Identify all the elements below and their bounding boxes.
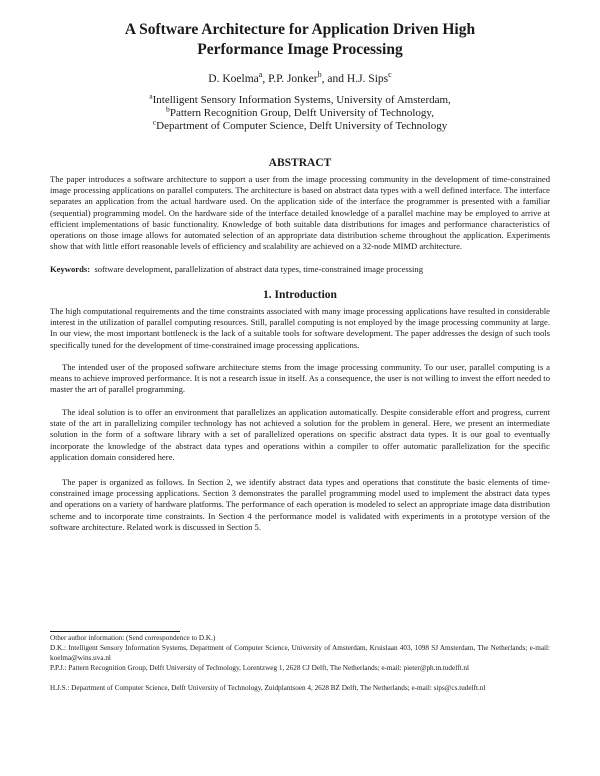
affiliation-text: Intelligent Sensory Information Systems, University of Amsterdam,: [152, 94, 451, 106]
affiliation-mark: b: [317, 70, 322, 80]
footnote: P.P.J.: Pattern Recognition Group, Delft University of Technology, Lorentzweg 1, 2628 CJ Delft, The Netherlands; e-mail: pieter@ph.tn.tudelft.nl: [50, 664, 469, 672]
affiliation-text: Department of Computer Science, Delft University of Technology: [156, 120, 448, 132]
author-name: P.P. Jonker: [268, 73, 318, 85]
abstract-text: The paper introduces a software architecture to support a user from the image processing community in the development of time-constrained image processing applications on parallel computers. The architecture is based on abstract data types with a well defined interface. The interface separates an application from the actual hardware used. On the application side of the interface the programmer is presented with a familiar (sequential) programming model. On the hardware side of the interface detailed knowledge of a parallel machine may be employed to arrive at efficient implementations of basic functionality. Knowledge of both suitable data distributions for images and performance characteristics of operations on those image allows for automated selection of an appropriate data distribution scheme throughout the application. Experiments show that with little effort reasonable levels of efficiency and scalability are achieved on a 32-node MIMD architecture.: [50, 174, 550, 252]
section-heading: 1. Introduction: [263, 289, 337, 301]
author-separator: , and: [321, 73, 347, 85]
affiliation-mark: c: [388, 70, 392, 80]
affiliation-mark: c: [152, 117, 157, 127]
affiliation: [60, 91, 540, 107]
title-line-2: Performance Image Processing: [197, 41, 403, 58]
footnote-rule: [50, 631, 180, 632]
footnote: Other author information: (Send correspondence to D.K.): [50, 634, 216, 642]
body-paragraph: The high computational requirements and the time constraints associated with many image processing applications have resulted in considerable interest in the utilization of parallel computing resources. Still, parallel computing is not employed by the image processing community at large. In our view, the most important bottleneck is the lack of a suitable tools for software development. The paper addresses the design of such tools specifically tuned for the development of time-constrained image processing applications.: [50, 306, 550, 350]
author-name: D. Koelma: [208, 73, 259, 85]
abstract-heading: ABSTRACT: [268, 157, 332, 169]
affiliation: [60, 104, 540, 120]
author-list: [40, 72, 560, 86]
keywords-text: software development, parallelization of abstract data types, time-constrained image processing: [94, 264, 423, 274]
title-line-1: A Software Architecture for Application Driven High: [124, 21, 476, 38]
affiliation: [60, 117, 540, 133]
affiliation-mark: a: [149, 91, 153, 101]
affiliation-mark: a: [258, 70, 263, 80]
affiliation-list: [60, 91, 540, 133]
affiliation-mark: b: [166, 104, 170, 114]
body-paragraph: The paper is organized as follows. In Section 2, we identify abstract data types and operations that constitute the basic elements of time-constrained image processing applications. Section 3 demonstrates the parallel programming model used to implement the abstract data types and operations on a variety of hardware platforms. The performance of each operation is modeled to select an appropriate image data distribution scheme and to incorporate time constraints. In Section 4 the performance model is validated with experiments in a prototype version of the software architecture. Related work is discussed in Section 5.: [50, 477, 550, 532]
author-separator: ,: [262, 73, 269, 85]
keywords-label: Keywords:: [50, 264, 91, 274]
affiliation-text: Pattern Recognition Group, Delft University of Technology,: [169, 107, 434, 119]
paper-title: [40, 20, 560, 60]
body-paragraph: The intended user of the proposed software architecture stems from the image processing community. To our user, parallel computing is a means to achieve improved performance. It is not a research issue in itself. As a consequence, the user is not willing to invest the effort needed to master the art of parallel programming.: [50, 362, 550, 395]
body-paragraph: The ideal solution is to offer an environment that parallelizes an application automatically. Despite considerable effort and progress, current state of the art in parallelizing compiler technology has not achieved a solution for the problem in general. Here, we present an intermediate solution in the form of a software library with a set of parallelized operations on specific abstract data types. It is our goal to eventually incorporate the knowledge of the abstract data types and operations within a compiler to offer automatic parallelization for the specific application domain considered here.: [50, 407, 550, 462]
footnote: D.K.: Intelligent Sensory Information Systems, Department of Computer Science, University of Amsterdam, Kruislaan 403, 1098 SJ Amsterdam, The Netherlands; e-mail: koelma@wins.uva.nl: [50, 644, 550, 662]
keywords-line: [50, 264, 550, 275]
footnote: H.J.S.: Department of Computer Science, Delft University of Technology, Zuidplantsoen 4, 2628 BZ Delft, The Netherlands; e-mail: sips@cs.tudelft.nl: [50, 684, 486, 692]
author-name: H.J. Sips: [346, 73, 389, 85]
